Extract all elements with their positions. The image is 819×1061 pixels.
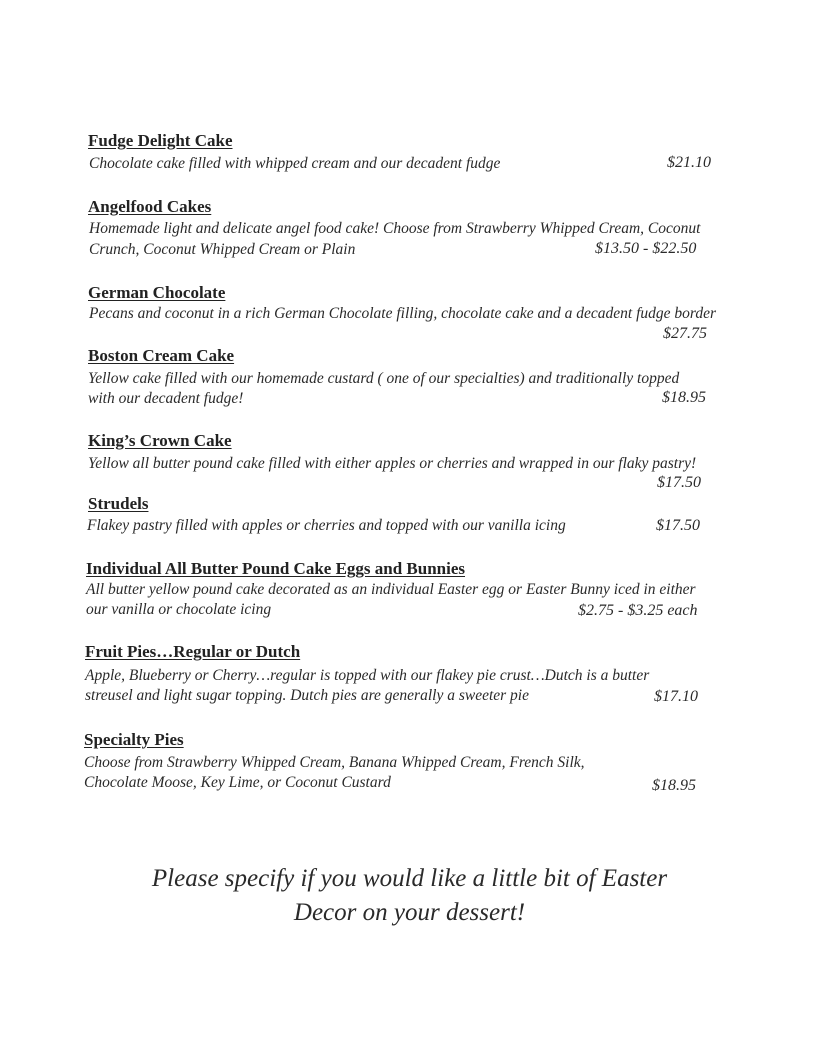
easter-decor-note-line1: Please specify if you would like a little bit of Easter <box>151 865 668 892</box>
item-title: Fruit Pies…Regular or Dutch <box>85 642 301 661</box>
easter-decor-note <box>0 862 819 930</box>
item-price: $27.75 <box>663 325 707 342</box>
item-title: Fudge Delight Cake <box>88 131 233 150</box>
item-description: Chocolate Moose, Key Lime, or Coconut Custard <box>84 774 391 791</box>
item-title: Specialty Pies <box>84 730 184 749</box>
item-title: Individual All Butter Pound Cake Eggs and Bunnies <box>86 559 466 578</box>
item-price: $18.95 <box>652 777 696 794</box>
item-description: Flakey pastry filled with apples or cherries and topped with our vanilla icing <box>87 517 566 534</box>
item-title: Boston Cream Cake <box>88 346 235 365</box>
item-description: Chocolate cake filled with whipped cream and our decadent fudge <box>89 155 501 172</box>
item-description: Apple, Blueberry or Cherry…regular is topped with our flakey pie crust…Dutch is a butter <box>85 667 650 684</box>
item-price: $18.95 <box>662 389 706 406</box>
item-price: $13.50 - $22.50 <box>595 240 697 257</box>
item-price: $17.50 <box>656 517 700 534</box>
item-description: Yellow all butter pound cake filled with either apples or cherries and wrapped in our flaky pastry! <box>88 455 697 472</box>
item-description: our vanilla or chocolate icing <box>86 601 272 618</box>
item-description: Homemade light and delicate angel food cake! Choose from Strawberry Whipped Cream, Coconut <box>89 220 701 237</box>
item-description: with our decadent fudge! <box>88 390 244 407</box>
item-description: Pecans and coconut in a rich German Chocolate filling, chocolate cake and a decadent fudge border <box>89 305 717 322</box>
item-description: Yellow cake filled with our homemade custard ( one of our specialties) and traditionally topped <box>88 370 680 387</box>
item-title: Strudels <box>88 494 149 513</box>
item-description: Choose from Strawberry Whipped Cream, Banana Whipped Cream, French Silk, <box>84 754 585 771</box>
item-description: All butter yellow pound cake decorated as an individual Easter egg or Easter Bunny iced in either <box>86 581 696 598</box>
item-description: Crunch, Coconut Whipped Cream or Plain <box>89 241 356 258</box>
item-description: streusel and light sugar topping. Dutch pies are generally a sweeter pie <box>85 687 529 704</box>
item-title: German Chocolate <box>88 283 226 302</box>
item-price: $2.75 - $3.25 each <box>578 602 698 619</box>
easter-decor-note-line2: Decor on your dessert! <box>293 899 526 926</box>
item-title: Angelfood Cakes <box>88 197 212 216</box>
item-price: $17.50 <box>657 474 701 491</box>
item-price: $21.10 <box>667 154 711 171</box>
item-title: King’s Crown Cake <box>88 431 232 450</box>
item-price: $17.10 <box>654 688 698 705</box>
